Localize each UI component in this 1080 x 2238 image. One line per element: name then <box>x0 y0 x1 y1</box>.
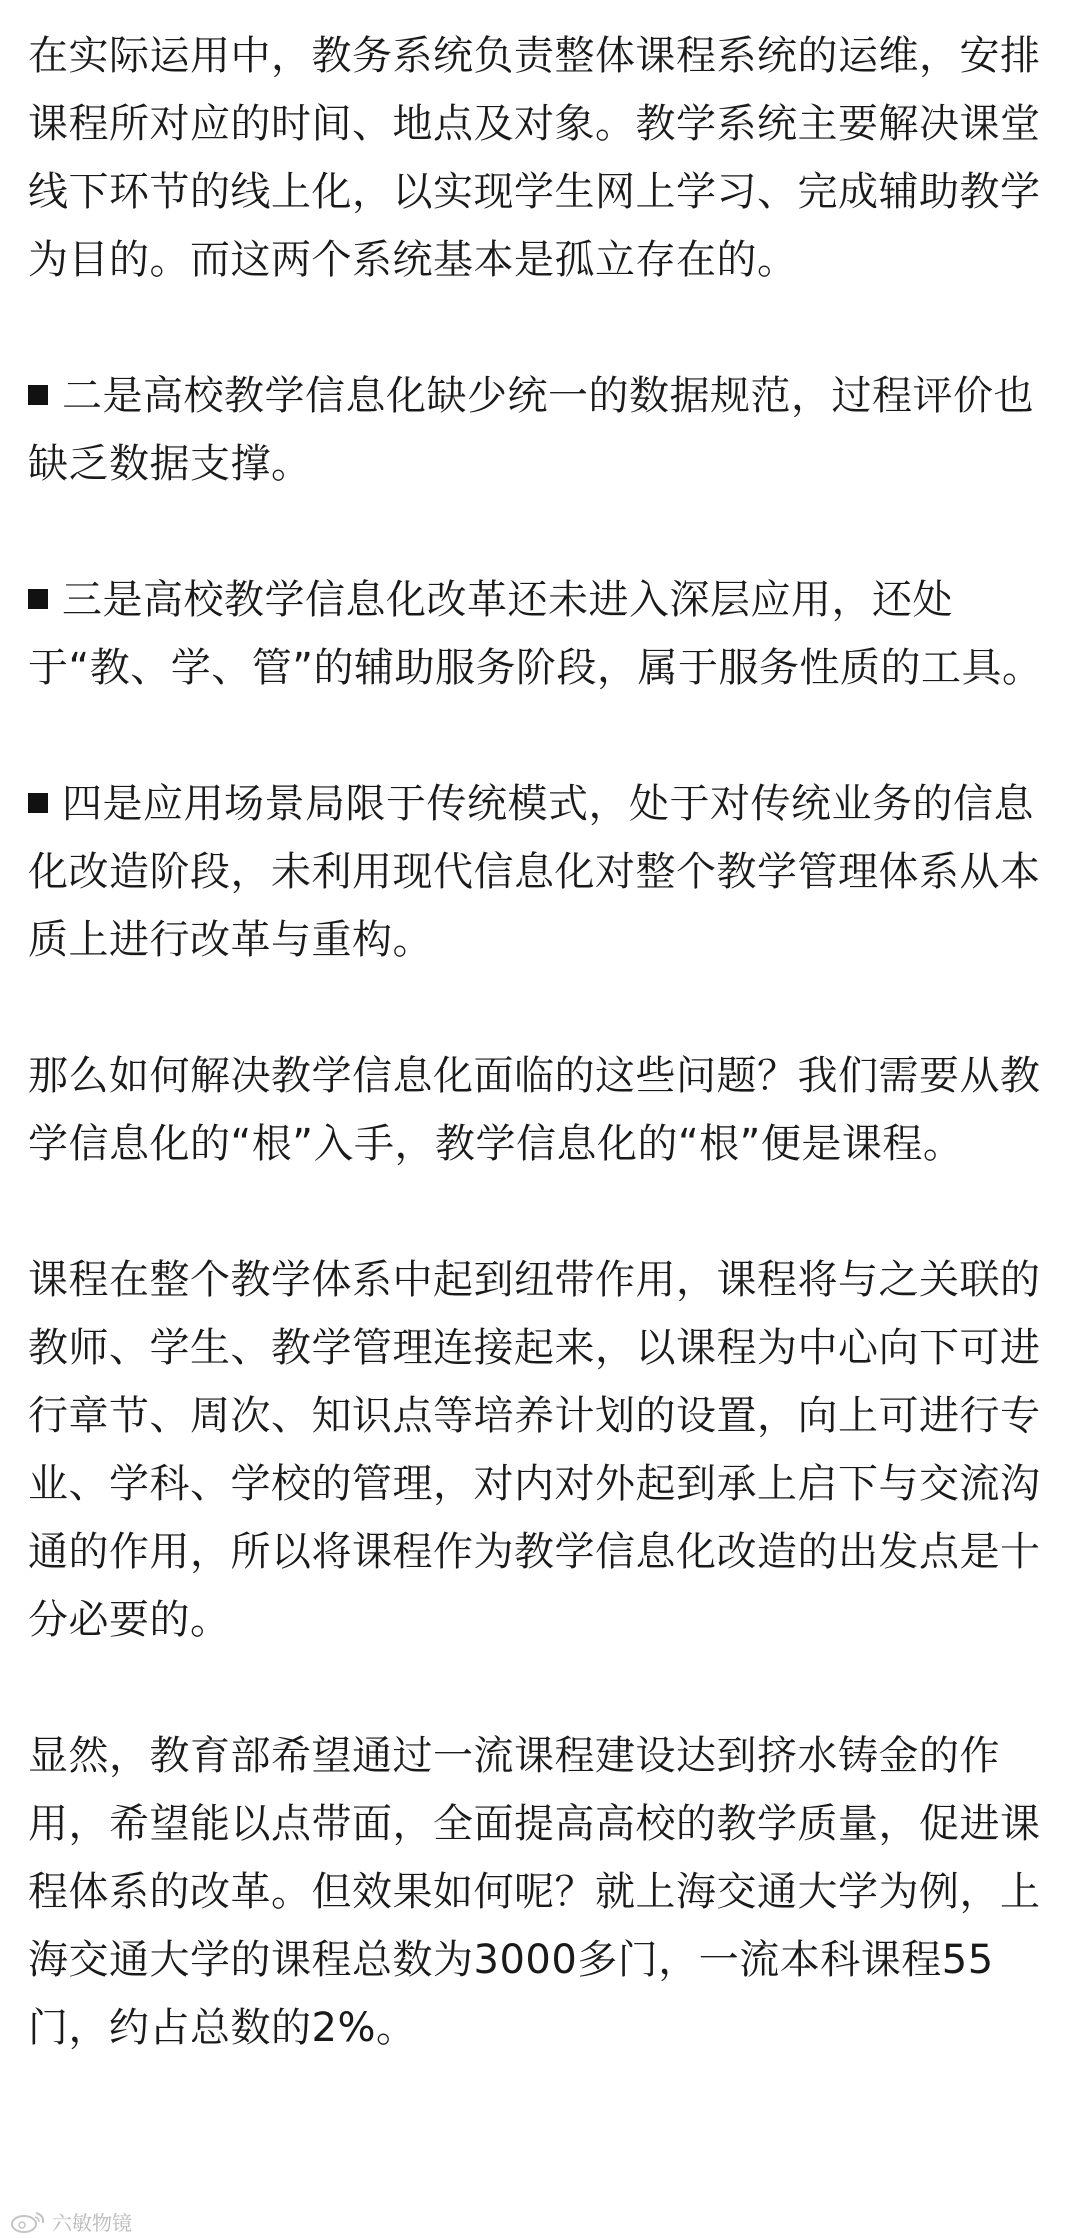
paragraph-text: 那么如何解决教学信息化面临的这些问题？我们需要从教学信息化的“根”入手，教学信息化的“根”便是课程。 <box>28 1053 1041 1167</box>
paragraph <box>28 1246 1052 1654</box>
bullet-paragraph <box>28 770 1052 974</box>
square-bullet-icon <box>28 589 48 609</box>
bullet-paragraph <box>28 566 1052 702</box>
square-bullet-icon <box>28 793 48 813</box>
paragraph-text: 四是应用场景局限于传统模式，处于对传统业务的信息化改造阶段，未利用现代信息化对整个教学管理体系从本质上进行改革与重构。 <box>28 781 1041 963</box>
paragraph-text: 在实际运用中，教务系统负责整体课程系统的运维，安排课程所对应的时间、地点及对象。教学系统主要解决课堂线下环节的线上化，以实现学生网上学习、完成辅助教学为目的。而这两个系统基本是孤立存在的。 <box>28 33 1041 283</box>
watermark <box>8 2207 132 2236</box>
bullet-paragraph <box>28 362 1052 498</box>
paragraph <box>28 1042 1052 1178</box>
paragraph-text: 三是高校教学信息化改革还未进入深层应用，还处于“教、学、管”的辅助服务阶段，属于服务性质的工具。 <box>28 577 1043 691</box>
watermark-text: 六敏物镜 <box>52 2211 132 2235</box>
weibo-logo-icon <box>8 2209 48 2235</box>
article-body <box>28 22 1052 2130</box>
paragraph <box>28 1722 1052 2062</box>
paragraph-text: 课程在整个教学体系中起到纽带作用，课程将与之关联的教师、学生、教学管理连接起来，以课程为中心向下可进行章节、周次、知识点等培养计划的设置，向上可进行专业、学科、学校的管理，对内对外起到承上启下与交流沟通的作用，所以将课程作为教学信息化改造的出发点是十分必要的。 <box>28 1257 1041 1643</box>
paragraph <box>28 22 1052 294</box>
paragraph-text: 二是高校教学信息化缺少统一的数据规范，过程评价也缺乏数据支撑。 <box>28 373 1034 487</box>
square-bullet-icon <box>28 385 48 405</box>
paragraph-text: 显然，教育部希望通过一流课程建设达到挤水铸金的作用，希望能以点带面，全面提高高校的教学质量，促进课程体系的改革。但效果如何呢？就上海交通大学为例，上海交通大学的课程总数为3000多门，一流本科课程55门，约占总数的2%。 <box>28 1733 1041 2051</box>
